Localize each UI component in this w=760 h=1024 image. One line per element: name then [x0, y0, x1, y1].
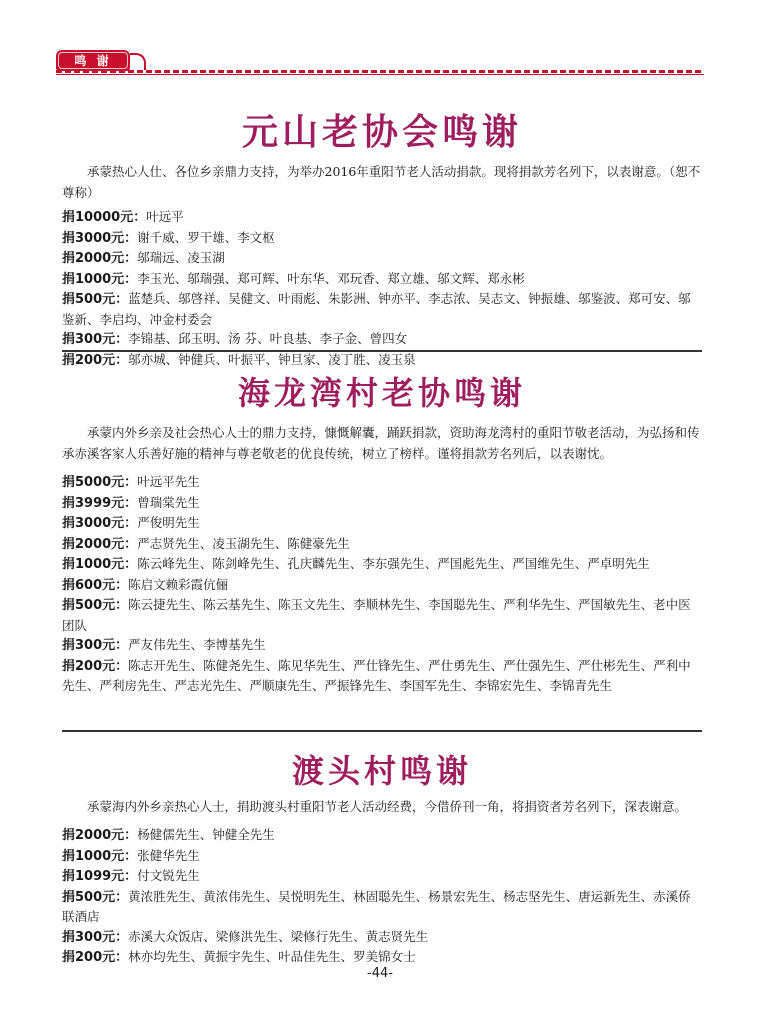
section-hailongwan	[62, 370, 702, 696]
section-tab	[56, 50, 130, 71]
donation-amount: 捐200元：	[62, 950, 129, 965]
donation-row	[62, 595, 702, 635]
header-rule	[56, 74, 704, 75]
tab-ornament	[130, 53, 146, 70]
donation-amount: 捐1000元：	[62, 271, 138, 287]
donation-row	[62, 289, 702, 329]
donor-names: 付文锐先生	[137, 868, 200, 883]
donation-row	[62, 887, 702, 927]
section-tab-label: 鸣 谢	[74, 54, 112, 68]
donor-names: 李玉光、邬瑞强、郑可辉、叶东华、邓玩香、郑立雄、邬文辉、郑永彬	[137, 270, 525, 286]
donation-row	[62, 846, 702, 867]
donor-names: 黄浓胜先生、黄浓伟先生、吴悦明先生、林固聪先生、杨景宏先生、杨志坚先生、唐运新先生、赤溪侨联酒店	[62, 888, 691, 924]
donation-row	[62, 329, 702, 350]
donation-amount: 捐500元：	[62, 598, 129, 613]
donation-row	[62, 248, 702, 269]
section-intro: 承蒙海内外乡亲热心人士，捐助渡头村重阳节老人活动经费，今借侨刊一角，将捐资者芳名列下，深表谢意。	[87, 799, 688, 814]
section-dutou	[62, 748, 702, 968]
donation-amount: 捐600元：	[62, 577, 129, 593]
page-number: -44-	[367, 966, 393, 981]
donation-row	[62, 207, 702, 228]
donation-row	[62, 534, 702, 555]
donation-row	[62, 635, 702, 656]
donation-amount: 捐300元：	[62, 638, 129, 653]
donor-names: 严友伟先生、李博基先生	[128, 637, 266, 652]
donor-names: 李锦基、邱玉明、汤 芬、叶良基、李子金、曾四女	[128, 331, 408, 346]
donor-names: 叶远平先生	[137, 474, 200, 489]
donor-names: 邬瑞远、凌玉湖	[137, 250, 225, 265]
donation-amount: 捐300元：	[62, 929, 129, 945]
donation-amount: 捐2000元：	[62, 828, 138, 843]
donor-names: 林亦均先生、黄振宇先生、叶品佳先生、罗美锦女士	[128, 949, 416, 964]
donation-amount: 捐3999元：	[62, 495, 138, 511]
section-title: 元山老协会鸣谢	[241, 112, 522, 153]
donation-amount: 捐1000元：	[62, 848, 138, 864]
donor-names: 陈志开先生、陈健尧先生、陈见华先生、严仕锋先生、严仕勇先生、严仕强先生、严仕彬先生、严利中先生、严利房先生、严志光先生、严顺康先生、严振锋先生、李国军先生、李锦宏先生、李锦青先生	[62, 657, 691, 693]
donation-amount: 捐200元：	[62, 352, 129, 368]
donation-row	[62, 575, 702, 596]
donor-names: 陈云捷先生、陈云基先生、陈玉文先生、李顺林先生、李国聪先生、严利华先生、严国敏先生、老中医团队	[62, 597, 691, 633]
header-dashed-rule	[56, 70, 704, 73]
donation-amount: 捐10000元：	[62, 210, 147, 225]
donation-row	[62, 350, 702, 371]
donor-names: 谢千威、罗干雄、李文枢	[137, 229, 275, 245]
donation-row	[62, 825, 702, 846]
donation-amount: 捐300元：	[62, 332, 129, 347]
donation-row	[62, 656, 702, 696]
donation-amount: 捐2000元：	[62, 536, 138, 552]
donor-names: 严志贤先生、凌玉湖先生、陈健豪先生	[137, 535, 350, 551]
donor-names: 邬亦城、钟健兵、叶振平、钟旦家、凌丁胜、凌玉泉	[128, 351, 416, 367]
donation-row	[62, 269, 702, 290]
donation-row	[62, 513, 702, 534]
section-title: 海龙湾村老协鸣谢	[237, 374, 526, 412]
donor-names: 叶远平	[146, 209, 184, 224]
donation-row	[62, 554, 702, 575]
donor-names: 杨健儒先生、钟健全先生	[137, 827, 275, 842]
section-divider	[62, 350, 702, 352]
donor-names: 张健华先生	[137, 847, 200, 863]
section-divider	[62, 730, 702, 732]
donation-amount: 捐1099元：	[62, 869, 138, 884]
donation-row	[62, 493, 702, 514]
donor-names: 严俊明先生	[137, 515, 200, 530]
donor-names: 陈云峰先生、陈剑峰先生、孔庆麟先生、李东强先生、严国彪先生、严国维先生、严卓明先生	[137, 556, 650, 571]
section-intro: 承蒙内外乡亲及社会热心人士的鼎力支持，慷慨解囊，踊跃捐款，资助海龙湾村的重阳节敬老活动，为弘扬和传承赤溪客家人乐善好施的精神与尊老敬老的优良传统，树立了榜样。谨将捐款芳名列后，以表谢忱。	[62, 425, 700, 461]
section-intro: 承蒙热心人仕、各位乡亲鼎力支持，为举办2016年重阳节老人活动捐款。现将捐款芳名列下，以表谢意。（恕不尊称）	[62, 164, 701, 200]
donation-amount: 捐2000元：	[62, 251, 138, 266]
donation-row	[62, 927, 702, 948]
donation-amount: 捐5000元：	[62, 475, 138, 490]
donation-row	[62, 866, 702, 887]
donation-amount: 捐500元：	[62, 889, 129, 905]
donation-amount: 捐3000元：	[62, 516, 138, 531]
donation-amount: 捐200元：	[62, 658, 129, 674]
donor-names: 陈启文赖彩霞伉俪	[128, 576, 229, 592]
donor-names: 蓝楚兵、邬啓祥、吴健文、叶雨彪、朱影洲、钟亦平、李志浓、吴志文、钟振雄、邬鉴波、郑可安、邬鉴新、李启均、冲金村委会	[62, 291, 691, 327]
donor-names: 赤溪大众饭店、梁修洪先生、梁修行先生、黄志贤先生	[128, 928, 429, 944]
donor-names: 曾瑞棠先生	[137, 494, 200, 510]
donation-amount: 捐1000元：	[62, 557, 138, 572]
donation-row	[62, 472, 702, 493]
donation-row	[62, 228, 702, 249]
section-yuanshan	[62, 108, 702, 370]
section-title: 渡头村鸣谢	[291, 752, 472, 790]
donation-amount: 捐500元：	[62, 292, 129, 307]
donation-row	[62, 947, 702, 968]
donation-amount: 捐3000元：	[62, 230, 138, 246]
